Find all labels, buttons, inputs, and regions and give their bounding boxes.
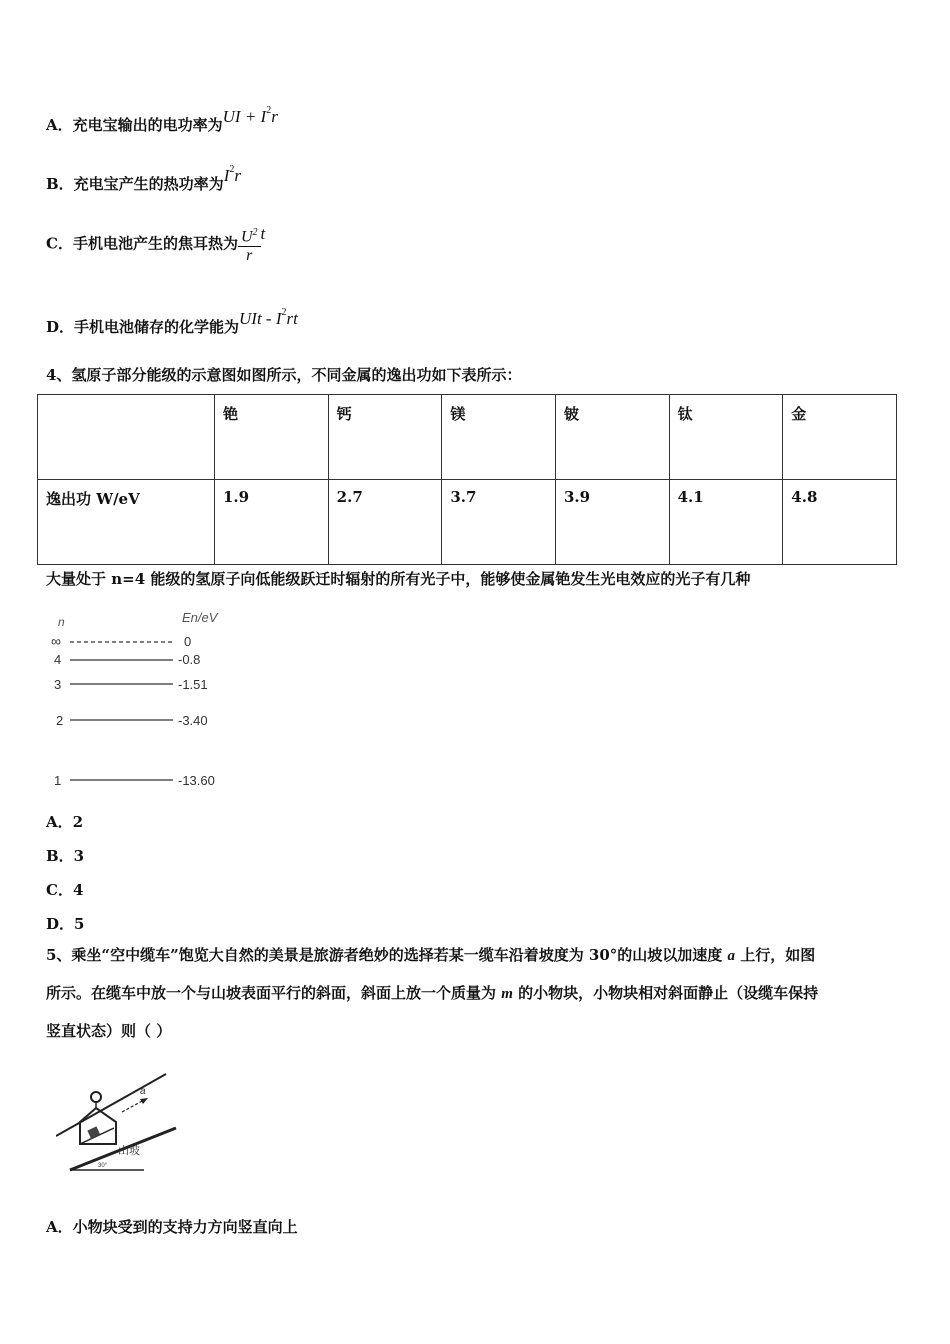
- table-cell: 钛: [669, 395, 783, 480]
- level-n-label: 4: [54, 652, 62, 667]
- q3-option-b-formula: $I^2r$: [223, 164, 241, 185]
- q3-option-a: [46, 105, 278, 135]
- q3-option-d: [46, 307, 298, 337]
- q5-stem: [46, 937, 906, 1050]
- n-axis-label: n: [58, 615, 65, 629]
- table-cell: [38, 395, 215, 480]
- acceleration-label: a: [140, 1086, 146, 1097]
- cable-car-diagram: [56, 1066, 186, 1184]
- table-cell: 金: [783, 395, 897, 480]
- q4-question: 大量处于 n=4 能级的氢原子向低能级跃迁时辐射的所有光子中，能够使金属铯发生光电效应的光子有几种: [46, 570, 751, 588]
- table-row: [38, 480, 897, 565]
- q3-option-c: C．手机电池产生的焦耳热为 $\frac{U^2}{r}$ t: [46, 223, 266, 265]
- q3-option-a-label: A．充电宝输出的电功率为: [46, 116, 223, 134]
- q5-stem-line-1: 5、乘坐“空中缆车”饱览大自然的美景是旅游者绝妙的选择若某一缆车沿着坡度为 30°的山坡以加速度 a 上行，如图: [46, 946, 816, 964]
- q5-option-a: A．小物块受到的支持力方向竖直向上: [46, 1218, 298, 1236]
- q5-stem-line-2: 所示。在缆车中放一个与山坡表面平行的斜面，斜面上放一个质量为 m 的小物块，小物块相对斜面静止（设缆车保持: [46, 984, 819, 1002]
- q3-option-d-label: D．手机电池储存的化学能为: [46, 318, 240, 336]
- table-cell: 铍: [555, 395, 669, 480]
- q5-stem-line-3: 竖直状态）则（ ）: [46, 1022, 172, 1040]
- level-energy-label: -1.51: [178, 677, 208, 692]
- table-cell: 逸出功 W/eV: [38, 480, 215, 565]
- q3-option-b: [46, 164, 241, 194]
- q4-stem: 4、氢原子部分能级的示意图如图所示，不同金属的逸出功如下表所示：: [46, 366, 522, 384]
- table-cell: 3.7: [442, 480, 556, 565]
- energy-axis-label: En/eV: [182, 610, 218, 625]
- work-function-table: [37, 394, 897, 565]
- level-energy-label: -13.60: [178, 773, 215, 788]
- slope-label: 山坡: [118, 1145, 140, 1157]
- q3-option-c-label: C．手机电池产生的焦耳热为: [46, 234, 238, 253]
- table-cell: 4.1: [669, 480, 783, 565]
- table-cell: 钙: [328, 395, 442, 480]
- q4-option-c: C．4: [46, 881, 84, 899]
- table-cell: 1.9: [215, 480, 329, 565]
- level-energy-label: 0: [184, 634, 192, 649]
- q4-option-a: A．2: [46, 813, 84, 831]
- q3-option-d-formula: UIt - $I^2rt$: [239, 307, 298, 328]
- slope-angle-label: 30°: [98, 1163, 108, 1169]
- level-n-label: ∞: [51, 633, 61, 649]
- table-cell: 3.9: [555, 480, 669, 565]
- level-n-label: 3: [54, 677, 62, 692]
- q3-option-b-label: B．充电宝产生的热功率为: [46, 175, 224, 193]
- q3-option-a-formula: UI + $I^2r$: [222, 105, 278, 126]
- mass-symbol: m: [501, 986, 513, 1002]
- pulley-icon: [91, 1092, 101, 1102]
- accel-symbol: a: [727, 948, 736, 964]
- level-n-label: 2: [56, 713, 64, 728]
- table-cell: 镁: [442, 395, 556, 480]
- q3-option-c-formula: $\frac{U^2}{r}$: [238, 224, 261, 265]
- q4-option-d: D．5: [46, 915, 85, 933]
- acceleration-arrow: [122, 1100, 144, 1112]
- table-cell: 铯: [215, 395, 329, 480]
- level-energy-label: -3.40: [178, 713, 208, 728]
- table-cell: 4.8: [783, 480, 897, 565]
- level-energy-label: -0.8: [178, 652, 201, 667]
- energy-level-diagram: [48, 606, 248, 796]
- q4-option-b: B．3: [46, 847, 85, 865]
- table-row: [38, 395, 897, 480]
- table-cell: 2.7: [328, 480, 442, 565]
- level-n-label: 1: [54, 773, 62, 788]
- cable-line: [56, 1074, 166, 1136]
- block: [87, 1126, 100, 1138]
